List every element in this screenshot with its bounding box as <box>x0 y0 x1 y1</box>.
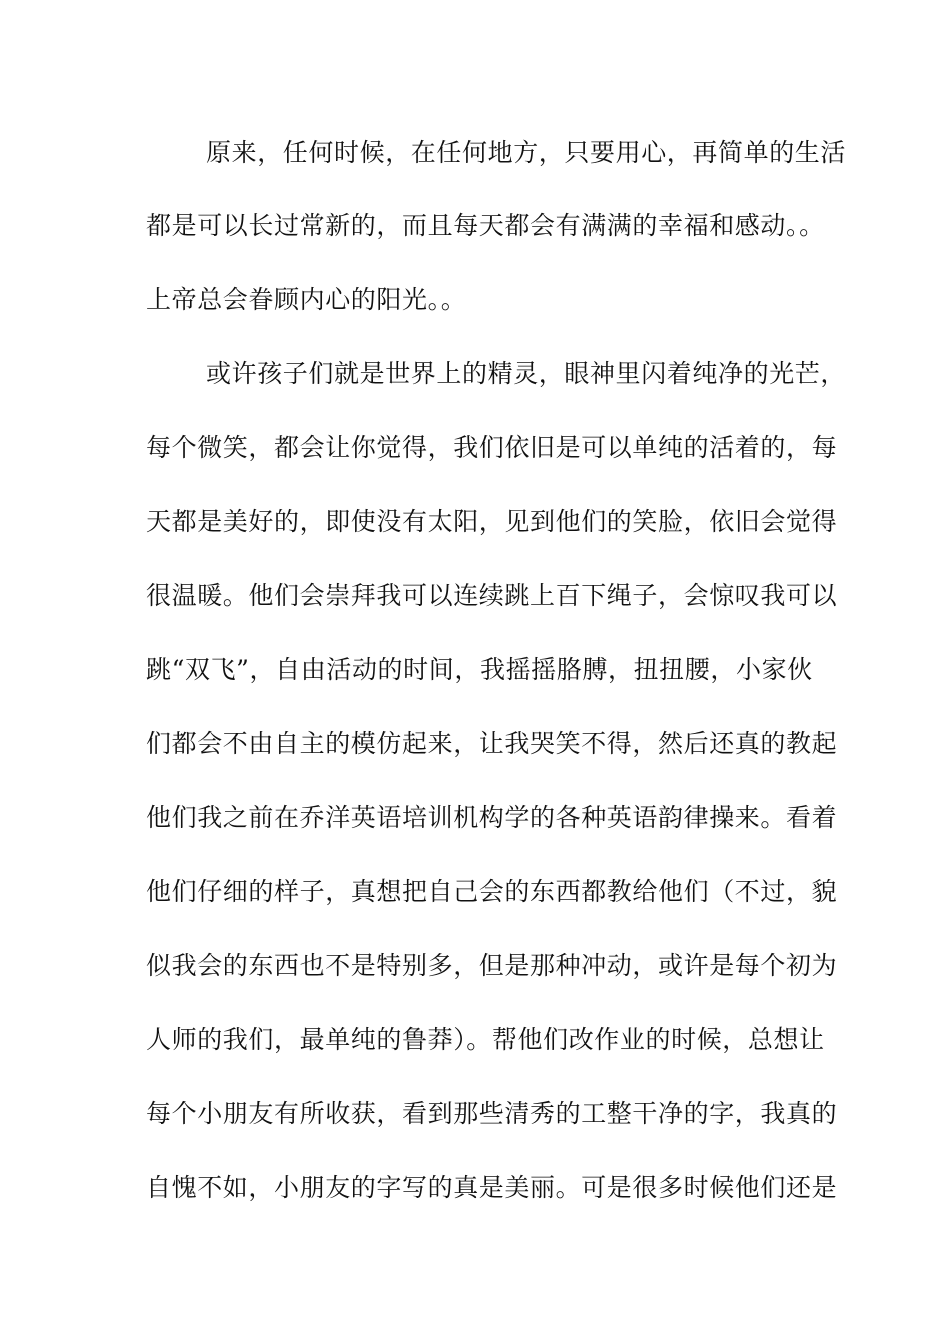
paragraph-2-line-5: 跳“双飞”，自由活动的时间，我摇摇胳膊，扭扭腰，小家伙 <box>146 655 813 684</box>
paragraph-2-line-6: 们都会不由自主的模仿起来，让我哭笑不得，然后还真的教起 <box>146 729 838 758</box>
paragraph-2-line-11: 每个小朋友有所收获，看到那些清秀的工整干净的字，我真的 <box>146 1099 838 1128</box>
paragraph-2-line-8: 他们仔细的样子，真想把自己会的东西都教给他们（不过，貌 <box>146 877 838 906</box>
paragraph-2-line-10: 人师的我们，最单纯的鲁莽）。帮他们改作业的时候，总想让 <box>146 1025 825 1054</box>
paragraph-2-line-9: 似我会的东西也不是特别多，但是那种冲动，或许是每个初为 <box>146 951 838 980</box>
paragraph-2-line-7: 他们我之前在乔洋英语培训机构学的各种英语韵律操来。看着 <box>146 803 838 832</box>
paragraph-2-line-4: 很温暖。他们会崇拜我可以连续跳上百下绳子，会惊叹我可以 <box>146 581 838 610</box>
paragraph-2-line-12: 自愧不如，小朋友的字写的真是美丽。可是很多时候他们还是 <box>146 1173 838 1202</box>
paragraph-1-line-3: 上帝总会眷顾内心的阳光。。 <box>146 285 467 314</box>
paragraph-1-line-1: 原来，任何时候，在任何地方，只要用心，再简单的生活 <box>206 138 847 167</box>
paragraph-2-line-3: 天都是美好的，即使没有太阳，见到他们的笑脸，依旧会觉得 <box>146 507 838 536</box>
paragraph-2-line-2: 每个微笑，都会让你觉得，我们依旧是可以单纯的活着的，每 <box>146 433 838 462</box>
paragraph-1-line-2: 都是可以长过常新的，而且每天都会有满满的幸福和感动。。 <box>146 211 825 240</box>
paragraph-2-line-1: 或许孩子们就是世界上的精灵，眼神里闪着纯净的光芒， <box>206 359 847 388</box>
